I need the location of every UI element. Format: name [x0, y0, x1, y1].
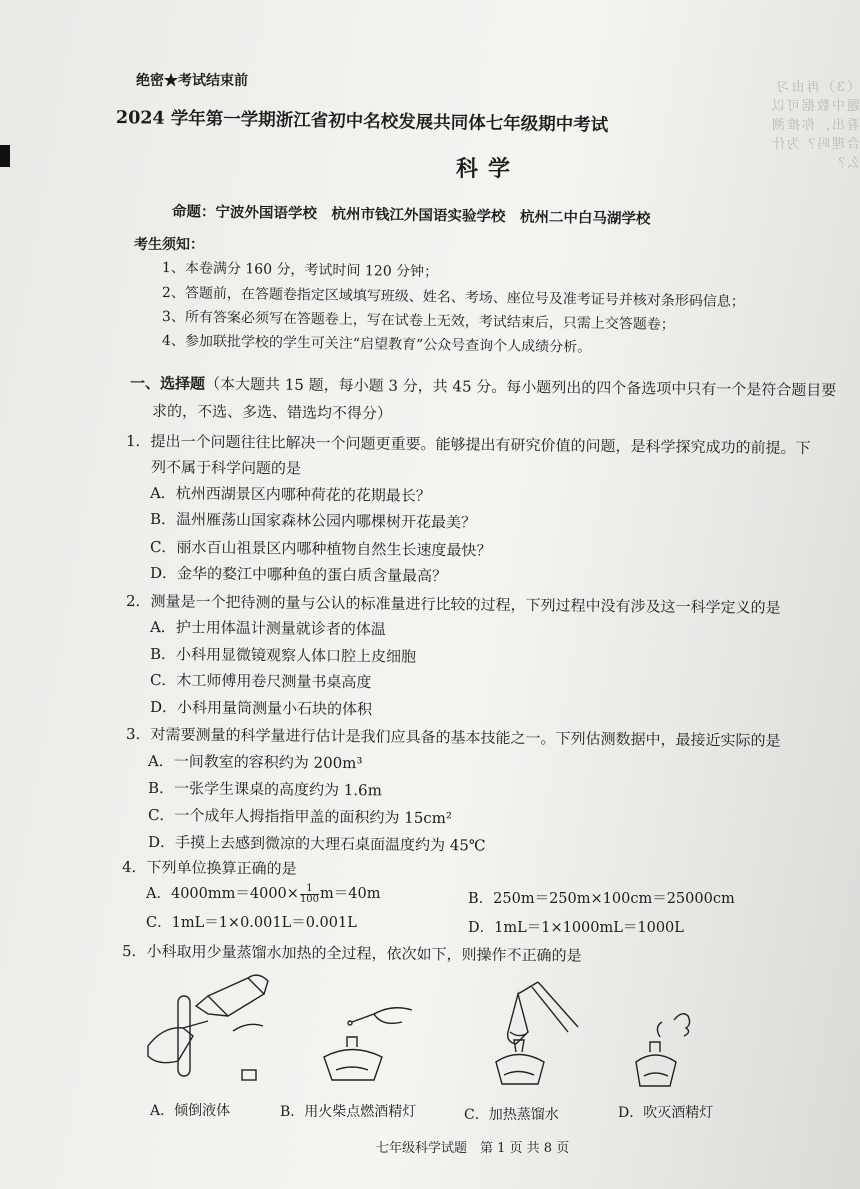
- blowing-lamp-figure: [630, 1002, 710, 1094]
- confidential-label: 绝密★考试结束前: [136, 73, 248, 89]
- bleed-through-text: （3）再由习题中数据可以看出，你推测合理吗？为什么？: [769, 80, 860, 171]
- q2-option-c: C．木工师傅用卷尺测量书桌高度: [149, 671, 372, 692]
- q2-option-b: B．小科用显微镜观察人体口腔上皮细胞: [149, 645, 417, 666]
- q3-stem: 3．对需要测量的科学量进行估计是我们应具备的基本技能之一。下列估测数据中，最接近实际的是: [125, 725, 781, 750]
- q1-option-b: B．温州雁荡山国家森林公园内哪棵树开花最美？: [149, 510, 477, 532]
- q1-option-c: C．丽水百山祖景区内哪种植物自然生长速度最快？: [149, 538, 492, 560]
- q5-caption-d: D．吹灭酒精灯: [618, 1105, 714, 1121]
- heating-water-figure: [488, 972, 600, 1094]
- section-header: [130, 372, 837, 400]
- q2-stem: 2．测量是一个把待测的量与公认的标准量进行比较的过程，下列过程中没有涉及这一科学定义的是: [125, 592, 781, 617]
- q3-option-b: B．一张学生课桌的高度约为 1.6m: [147, 779, 382, 800]
- section-desc: （本大题共 15 题，每小题 3 分，共 45 分。每小题列出的四个备选项中只有一个是符合题目要: [204, 374, 837, 400]
- registration-mark: [0, 145, 10, 167]
- q3-option-a: A．一间教室的容积约为 200m³: [147, 752, 363, 773]
- q5-caption-a: A．倾倒液体: [150, 1103, 231, 1119]
- section-label: 一、选择题: [129, 374, 206, 393]
- q5-stem: 5．小科取用少量蒸馏水加热的全过程，依次如下，则操作不正确的是: [121, 942, 582, 965]
- authors-line: 命题：宁波外国语学校 杭州市钱江外国语实验学校 杭州二中白马湖学校: [171, 203, 651, 228]
- pouring-liquid-figure: [138, 966, 278, 1086]
- lighting-lamp-figure: [312, 992, 422, 1092]
- q4-option-b: B．250m＝250m×100cm＝25000cm: [468, 891, 735, 907]
- q4-option-a: A．4000mm＝4000× $\frac{1}{100}$ m＝40m: [146, 882, 381, 905]
- q2-option-d: D．小科用量筒测量小石块的体积: [149, 698, 373, 719]
- notice-item: 3、所有答案必须写在答题卷上，写在试卷上无效，考试结束后，只需上交答题卷；: [161, 309, 675, 334]
- q1-stem-cont: 列不属于科学问题的是: [150, 458, 302, 478]
- q1-option-d: D．金华的婺江中哪种鱼的蛋白质含量最高？: [149, 564, 448, 586]
- notice-item: 4、参加联批学校的学生可关注“启望教育”公众号查询个人成绩分析。: [161, 333, 592, 356]
- subject-title: 科学: [456, 156, 521, 182]
- q4-option-d: D．1mL＝1×1000mL＝1000L: [468, 920, 684, 936]
- q5-caption-b: B．用火柴点燃酒精灯: [280, 1104, 417, 1120]
- fraction: $\frac{1}{100}$: [299, 882, 320, 905]
- notice-item: 1、本卷满分 160 分，考试时间 120 分钟；: [161, 260, 439, 281]
- q1-option-a: A．杭州西湖景区内哪种荷花的花期最长？: [149, 484, 431, 505]
- q3-option-d: D．手摸上去感到微凉的大理石桌面温度约为 45℃: [147, 833, 486, 855]
- section-desc-cont: 求的，不选、多选、错选均不得分）: [151, 402, 393, 423]
- exam-title: 2024 学年第一学期浙江省初中名校发展共同体七年级期中考试: [115, 108, 609, 136]
- q4-option-c: C．1mL＝1×0.001L＝0.001L: [146, 915, 357, 931]
- page-footer: 七年级科学试题 第 1 页 共 8 页: [376, 1141, 570, 1156]
- q4-stem: 4．下列单位换算正确的是: [121, 858, 297, 878]
- q2-option-a: A．护士用体温计测量就诊者的体温: [149, 618, 386, 639]
- notice-heading: 考生须知：: [134, 237, 204, 253]
- q1-stem: 1．提出一个问题往往比解决一个问题更重要。能够提出有研究价值的问题，是科学探究成功的前提。下: [125, 432, 811, 458]
- q5-caption-c: C．加热蒸馏水: [464, 1107, 559, 1123]
- notice-item: 2、答题前，在答题卷指定区域填写班级、姓名、考场、座位号及准考证号并核对条形码信息；: [161, 285, 745, 311]
- q3-option-c: C．一个成年人拇指指甲盖的面积约为 15cm²: [147, 806, 453, 828]
